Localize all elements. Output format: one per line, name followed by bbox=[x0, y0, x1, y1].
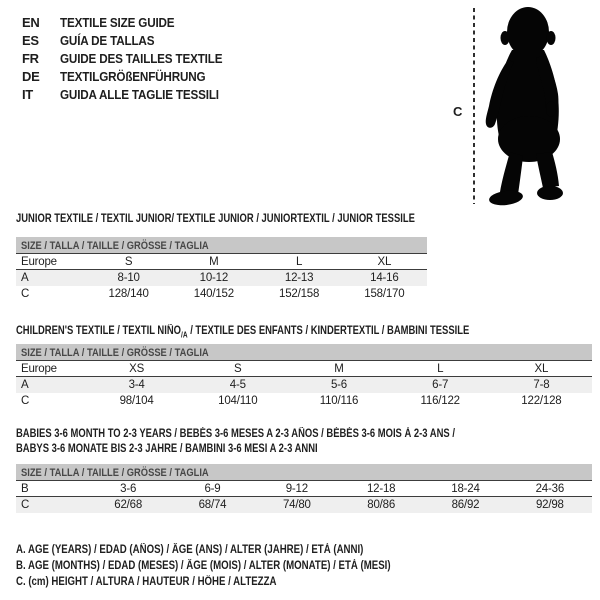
height-measure-label: C bbox=[453, 104, 463, 119]
size-table-junior bbox=[16, 212, 427, 302]
size-cell: L bbox=[437, 363, 444, 375]
table-title-line2: BABYS 3-6 MONATE BIS 2-3 JAHRE / BAMBINI 3-6 MESI A 2-3 ANNI bbox=[16, 443, 318, 455]
height-cell: 128/140 bbox=[108, 288, 149, 300]
age-cell: 8-10 bbox=[117, 272, 140, 284]
size-header-bar bbox=[16, 237, 427, 254]
age-cell: 4-5 bbox=[229, 379, 246, 391]
row-label: A bbox=[21, 272, 29, 284]
language-row-es bbox=[22, 31, 240, 49]
age-cell: 12-13 bbox=[284, 272, 314, 284]
row-label: C bbox=[21, 395, 30, 407]
row-label: A bbox=[21, 379, 29, 391]
table-title-block bbox=[16, 427, 592, 457]
baby-figure-area bbox=[450, 0, 600, 212]
table-row-height bbox=[16, 497, 592, 513]
age-cell: 9-12 bbox=[285, 483, 308, 495]
row-label: C bbox=[21, 499, 30, 511]
language-code: ES bbox=[22, 32, 39, 48]
height-cell: 122/128 bbox=[521, 395, 562, 407]
size-header-label: SIZE / TALLA / TAILLE / GRÖSSE / TAGLIA bbox=[21, 240, 209, 252]
age-cell: 24-36 bbox=[535, 483, 565, 495]
height-cell: 68/74 bbox=[198, 499, 227, 511]
language-code: FR bbox=[22, 50, 39, 66]
table-row-age-months bbox=[16, 481, 592, 497]
table-title: JUNIOR TEXTILE / TEXTIL JUNIOR/ TEXTILE JUNIOR / JUNIORTEXTIL / JUNIOR TESSILE bbox=[16, 213, 415, 225]
size-header-bar bbox=[16, 344, 592, 361]
table-row-europe bbox=[16, 361, 592, 377]
height-cell: 74/80 bbox=[282, 499, 311, 511]
size-table-babies bbox=[16, 427, 592, 513]
size-cell: XL bbox=[534, 363, 549, 375]
size-header-label: SIZE / TALLA / TAILLE / GRÖSSE / TAGLIA bbox=[21, 347, 209, 359]
language-row-it bbox=[22, 85, 240, 103]
size-header-bar bbox=[16, 464, 592, 481]
table-row-height bbox=[16, 286, 427, 302]
age-cell: 14-16 bbox=[370, 272, 399, 284]
language-code: IT bbox=[22, 86, 33, 102]
height-cell: 152/158 bbox=[279, 288, 320, 300]
language-title: TEXTILE SIZE GUIDE bbox=[60, 14, 175, 30]
title-part: CHILDREN'S TEXTILE / TEXTIL NIÑO bbox=[16, 325, 182, 337]
table-title bbox=[16, 324, 488, 338]
title-subscript: /A bbox=[181, 330, 188, 340]
row-label: C bbox=[21, 288, 30, 300]
height-cell: 62/68 bbox=[114, 499, 143, 511]
age-cell: 12-18 bbox=[366, 483, 396, 495]
height-cell: 158/170 bbox=[364, 288, 405, 300]
table-row-age bbox=[16, 270, 427, 286]
language-title: GUÍA DE TALLAS bbox=[60, 32, 155, 48]
table-title-line1: BABIES 3-6 MONTH TO 2-3 YEARS / BEBÉS 3-6 MESES A 2-3 AÑOS / BÉBÉS 3-6 MOIS À 2-3 ANS / bbox=[16, 428, 455, 440]
size-cell: L bbox=[296, 256, 303, 268]
table-row-height bbox=[16, 393, 592, 409]
legend-footnotes bbox=[16, 542, 462, 590]
title-part: / TEXTILE DES ENFANTS / KINDERTEXTIL / BAMBINI TESSILE bbox=[187, 325, 470, 337]
age-cell: 5-6 bbox=[330, 379, 347, 391]
age-cell: 6-9 bbox=[204, 483, 221, 495]
age-cell: 6-7 bbox=[432, 379, 449, 391]
language-title: TEXTILGRÖßENFÜHRUNG bbox=[60, 68, 206, 84]
height-cell: 116/122 bbox=[420, 395, 460, 407]
size-cell: XS bbox=[129, 363, 145, 375]
language-row-de bbox=[22, 67, 240, 85]
footnote-a: A. AGE (YEARS) / EDAD (AÑOS) / ÂGE (ANS) / ALTER (JAHRE) / ETÀ (ANNI) bbox=[16, 544, 364, 556]
age-cell: 3-4 bbox=[128, 379, 145, 391]
size-cell: S bbox=[124, 256, 133, 268]
height-cell: 140/152 bbox=[193, 288, 234, 300]
size-cell: M bbox=[209, 256, 219, 268]
height-cell: 110/116 bbox=[319, 395, 359, 407]
language-row-fr bbox=[22, 49, 240, 67]
height-cell: 92/98 bbox=[535, 499, 564, 511]
size-header-label: SIZE / TALLA / TAILLE / GRÖSSE / TAGLIA bbox=[21, 467, 209, 479]
size-table-children bbox=[16, 324, 592, 409]
height-cell: 86/92 bbox=[451, 499, 480, 511]
language-row-en bbox=[22, 13, 240, 31]
language-code: DE bbox=[22, 68, 40, 84]
size-cell: S bbox=[234, 363, 242, 375]
height-dashed-line bbox=[473, 8, 475, 204]
row-label: B bbox=[21, 483, 29, 495]
age-cell: 3-6 bbox=[120, 483, 137, 495]
age-cell: 7-8 bbox=[533, 379, 550, 391]
footnote-b: B. AGE (MONTHS) / EDAD (MESES) / ÂGE (MOIS) / ALTER (MONATE) / ETÀ (MESI) bbox=[16, 560, 391, 572]
height-cell: 80/86 bbox=[367, 499, 396, 511]
size-cell: XL bbox=[377, 256, 392, 268]
language-title: GUIDE DES TAILLES TEXTILE bbox=[60, 50, 223, 66]
row-label: Europe bbox=[21, 256, 57, 268]
table-row-europe bbox=[16, 254, 427, 270]
height-cell: 104/110 bbox=[218, 395, 258, 407]
language-title-block bbox=[22, 13, 240, 103]
height-cell: 98/104 bbox=[119, 395, 154, 407]
row-label: Europe bbox=[21, 363, 57, 375]
footnote-c: C. (cm) HEIGHT / ALTURA / HAUTEUR / HÖHE / ALTEZZA bbox=[16, 576, 277, 588]
table-row-age bbox=[16, 377, 592, 393]
age-cell: 10-12 bbox=[199, 272, 229, 284]
language-title: GUIDA ALLE TAGLIE TESSILI bbox=[60, 86, 219, 102]
age-cell: 18-24 bbox=[451, 483, 480, 495]
baby-silhouette-icon bbox=[484, 4, 594, 208]
size-cell: M bbox=[334, 363, 344, 375]
language-code: EN bbox=[22, 14, 40, 30]
